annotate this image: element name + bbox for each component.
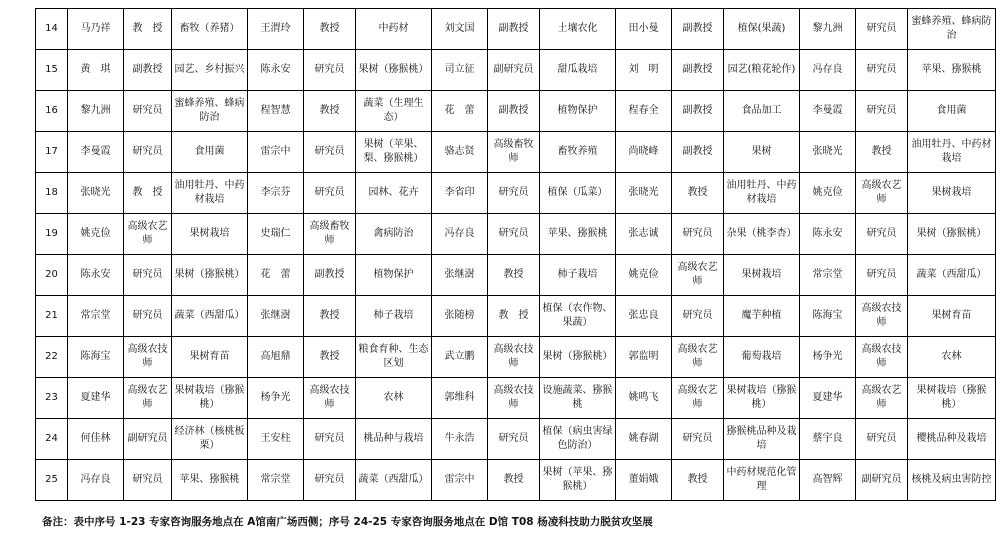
expert-specialty-cell: 蜜蜂养殖、蜂病防治 <box>172 91 248 132</box>
expert-title-cell: 研究员 <box>488 419 540 460</box>
expert-specialty-cell: 经济林（核桃板栗） <box>172 419 248 460</box>
expert-title-cell: 副教授 <box>672 9 724 50</box>
expert-title-cell: 高级农技师 <box>488 337 540 378</box>
expert-name-cell: 姚克俭 <box>616 255 672 296</box>
expert-name-cell: 姚春湖 <box>616 419 672 460</box>
expert-title-cell: 研究员 <box>304 419 356 460</box>
expert-title-cell: 研究员 <box>304 50 356 91</box>
expert-name-cell: 黄 琪 <box>68 50 124 91</box>
expert-name-cell: 陈永安 <box>248 50 304 91</box>
expert-name-cell: 张晓光 <box>68 173 124 214</box>
expert-name-cell: 高旭鼎 <box>248 337 304 378</box>
expert-name-cell: 刘文国 <box>432 9 488 50</box>
expert-name-cell: 杨争光 <box>248 378 304 419</box>
expert-title-cell: 副教授 <box>672 50 724 91</box>
row-number: 21 <box>36 296 68 337</box>
expert-schedule-table <box>35 8 996 501</box>
expert-specialty-cell: 禽病防治 <box>356 214 432 255</box>
expert-title-cell: 高级农技师 <box>488 378 540 419</box>
row-number: 15 <box>36 50 68 91</box>
table-row <box>36 173 996 214</box>
expert-title-cell: 高级农艺师 <box>672 337 724 378</box>
expert-specialty-cell: 食用菌 <box>908 91 996 132</box>
expert-name-cell: 武立鹏 <box>432 337 488 378</box>
expert-name-cell: 雷宗中 <box>248 132 304 173</box>
expert-name-cell: 雷宗中 <box>432 460 488 501</box>
row-number: 17 <box>36 132 68 173</box>
expert-name-cell: 蔡宇良 <box>800 419 856 460</box>
expert-specialty-cell: 果树育苗 <box>172 337 248 378</box>
expert-title-cell: 研究员 <box>856 9 908 50</box>
table-row <box>36 378 996 419</box>
expert-specialty-cell: 果树栽培 <box>908 173 996 214</box>
expert-name-cell: 冯存良 <box>800 50 856 91</box>
expert-name-cell: 牛永浩 <box>432 419 488 460</box>
expert-specialty-cell: 苹果、猕猴桃 <box>540 214 616 255</box>
expert-specialty-cell: 粮食育种、生态区划 <box>356 337 432 378</box>
table-row <box>36 296 996 337</box>
expert-title-cell: 高级农艺师 <box>856 173 908 214</box>
expert-title-cell: 研究员 <box>124 91 172 132</box>
expert-title-cell: 副教授 <box>488 91 540 132</box>
expert-specialty-cell: 农林 <box>356 378 432 419</box>
expert-specialty-cell: 油用牡丹、中药材栽培 <box>724 173 800 214</box>
expert-name-cell: 李曼霞 <box>800 91 856 132</box>
expert-specialty-cell: 果树栽培 <box>724 255 800 296</box>
expert-title-cell: 教 授 <box>488 296 540 337</box>
row-number: 14 <box>36 9 68 50</box>
expert-specialty-cell: 果树栽培 <box>172 214 248 255</box>
expert-title-cell: 研究员 <box>672 419 724 460</box>
table-row <box>36 419 996 460</box>
expert-specialty-cell: 农林 <box>908 337 996 378</box>
expert-name-cell: 夏建华 <box>68 378 124 419</box>
expert-title-cell: 研究员 <box>856 255 908 296</box>
expert-name-cell: 冯存良 <box>68 460 124 501</box>
expert-name-cell: 常宗堂 <box>800 255 856 296</box>
expert-title-cell: 副教授 <box>304 255 356 296</box>
expert-name-cell: 夏建华 <box>800 378 856 419</box>
row-number: 16 <box>36 91 68 132</box>
expert-title-cell: 研究员 <box>124 255 172 296</box>
expert-title-cell: 教授 <box>856 132 908 173</box>
expert-title-cell: 副教授 <box>124 50 172 91</box>
expert-title-cell: 副教授 <box>672 132 724 173</box>
expert-title-cell: 研究员 <box>304 460 356 501</box>
expert-specialty-cell: 果树（猕猴桃） <box>908 214 996 255</box>
expert-specialty-cell: 樱桃品种及栽培 <box>908 419 996 460</box>
expert-specialty-cell: 植物保护 <box>540 91 616 132</box>
expert-title-cell: 副研究员 <box>124 419 172 460</box>
expert-specialty-cell: 果树（苹果、猕猴桃） <box>540 460 616 501</box>
expert-title-cell: 研究员 <box>856 50 908 91</box>
row-number: 22 <box>36 337 68 378</box>
expert-title-cell: 研究员 <box>672 296 724 337</box>
expert-specialty-cell: 蔬菜（西甜瓜） <box>356 460 432 501</box>
table-row <box>36 91 996 132</box>
expert-title-cell: 副教授 <box>672 91 724 132</box>
expert-name-cell: 杨争光 <box>800 337 856 378</box>
expert-specialty-cell: 植保（瓜菜） <box>540 173 616 214</box>
expert-title-cell: 高级畜牧师 <box>304 214 356 255</box>
expert-title-cell: 教授 <box>672 460 724 501</box>
expert-name-cell: 程春全 <box>616 91 672 132</box>
expert-title-cell: 教授 <box>304 337 356 378</box>
expert-name-cell: 司立征 <box>432 50 488 91</box>
expert-name-cell: 花 蕾 <box>248 255 304 296</box>
expert-specialty-cell: 果树（猕猴桃） <box>356 50 432 91</box>
expert-name-cell: 冯存良 <box>432 214 488 255</box>
table-row <box>36 9 996 50</box>
footnote: 备注：表中序号 1-23 专家咨询服务地点在 A馆南广场西侧；序号 24-25 专家咨询服务地点在 D馆 T08 杨凌科技助力脱贫攻坚展 <box>42 516 653 528</box>
table-row <box>36 132 996 173</box>
expert-specialty-cell: 蜜蜂养殖、蜂病防治 <box>908 9 996 50</box>
expert-name-cell: 张志诚 <box>616 214 672 255</box>
expert-specialty-cell: 植物保护 <box>356 255 432 296</box>
row-number: 24 <box>36 419 68 460</box>
expert-title-cell: 研究员 <box>856 419 908 460</box>
expert-name-cell: 郭维科 <box>432 378 488 419</box>
table-row <box>36 255 996 296</box>
expert-specialty-cell: 园艺(粮花轮作) <box>724 50 800 91</box>
expert-title-cell: 研究员 <box>124 460 172 501</box>
expert-specialty-cell: 核桃及病虫害防控 <box>908 460 996 501</box>
expert-title-cell: 高级农艺师 <box>856 378 908 419</box>
expert-name-cell: 程智慧 <box>248 91 304 132</box>
expert-specialty-cell: 中药材规范化管理 <box>724 460 800 501</box>
expert-specialty-cell: 设施蔬菜、猕猴桃 <box>540 378 616 419</box>
expert-title-cell: 教授 <box>672 173 724 214</box>
expert-name-cell: 尚晓峰 <box>616 132 672 173</box>
expert-title-cell: 研究员 <box>304 132 356 173</box>
expert-title-cell: 教授 <box>488 255 540 296</box>
expert-title-cell: 高级农技师 <box>304 378 356 419</box>
expert-name-cell: 刘 明 <box>616 50 672 91</box>
table-row <box>36 337 996 378</box>
expert-specialty-cell: 畜牧养殖 <box>540 132 616 173</box>
expert-name-cell: 张晓光 <box>800 132 856 173</box>
expert-name-cell: 董娟娥 <box>616 460 672 501</box>
expert-title-cell: 副研究员 <box>488 50 540 91</box>
expert-name-cell: 黎九洲 <box>800 9 856 50</box>
expert-name-cell: 张忠良 <box>616 296 672 337</box>
expert-specialty-cell: 果树（苹果、梨、猕猴桃） <box>356 132 432 173</box>
expert-specialty-cell: 土壤农化 <box>540 9 616 50</box>
expert-specialty-cell: 植保（农作物、果蔬） <box>540 296 616 337</box>
expert-specialty-cell: 葡萄栽培 <box>724 337 800 378</box>
row-number: 25 <box>36 460 68 501</box>
expert-title-cell: 高级农技师 <box>856 296 908 337</box>
expert-specialty-cell: 蔬菜（西甜瓜） <box>908 255 996 296</box>
row-number: 23 <box>36 378 68 419</box>
expert-title-cell: 研究员 <box>672 214 724 255</box>
expert-name-cell: 李省印 <box>432 173 488 214</box>
expert-specialty-cell: 甜瓜栽培 <box>540 50 616 91</box>
expert-title-cell: 研究员 <box>856 214 908 255</box>
expert-specialty-cell: 畜牧（养猪） <box>172 9 248 50</box>
expert-title-cell: 副研究员 <box>856 460 908 501</box>
expert-name-cell: 姚克俭 <box>800 173 856 214</box>
expert-specialty-cell: 园艺、乡村振兴 <box>172 50 248 91</box>
expert-specialty-cell: 魔芋种植 <box>724 296 800 337</box>
expert-title-cell: 研究员 <box>488 214 540 255</box>
expert-title-cell: 研究员 <box>856 91 908 132</box>
expert-name-cell: 花 蕾 <box>432 91 488 132</box>
expert-specialty-cell: 果树育苗 <box>908 296 996 337</box>
expert-name-cell: 张晓光 <box>616 173 672 214</box>
expert-title-cell: 教 授 <box>124 9 172 50</box>
expert-specialty-cell: 中药材 <box>356 9 432 50</box>
expert-specialty-cell: 果树栽培（猕猴桃） <box>724 378 800 419</box>
expert-specialty-cell: 蔬菜（生理生态） <box>356 91 432 132</box>
expert-specialty-cell: 园林、花卉 <box>356 173 432 214</box>
expert-name-cell: 李宗芬 <box>248 173 304 214</box>
expert-specialty-cell: 猕猴桃品种及栽培 <box>724 419 800 460</box>
expert-name-cell: 张继澍 <box>432 255 488 296</box>
expert-title-cell: 教授 <box>304 91 356 132</box>
expert-title-cell: 高级农艺师 <box>672 255 724 296</box>
expert-specialty-cell: 苹果、猕猴桃 <box>172 460 248 501</box>
expert-name-cell: 高智辉 <box>800 460 856 501</box>
expert-name-cell: 陈海宝 <box>68 337 124 378</box>
expert-name-cell: 常宗堂 <box>68 296 124 337</box>
expert-name-cell: 王渭玲 <box>248 9 304 50</box>
expert-title-cell: 研究员 <box>124 296 172 337</box>
expert-specialty-cell: 果树 <box>724 132 800 173</box>
expert-name-cell: 马乃祥 <box>68 9 124 50</box>
table-row <box>36 50 996 91</box>
expert-name-cell: 田小曼 <box>616 9 672 50</box>
row-number: 19 <box>36 214 68 255</box>
expert-name-cell: 陈永安 <box>68 255 124 296</box>
expert-title-cell: 高级农艺师 <box>672 378 724 419</box>
table-row <box>36 460 996 501</box>
expert-title-cell: 研究员 <box>304 173 356 214</box>
expert-specialty-cell: 植保（病虫害绿色防治） <box>540 419 616 460</box>
expert-name-cell: 骆志贤 <box>432 132 488 173</box>
expert-title-cell: 高级农技师 <box>124 337 172 378</box>
expert-specialty-cell: 食用菌 <box>172 132 248 173</box>
expert-specialty-cell: 油用牡丹、中药材栽培 <box>172 173 248 214</box>
expert-name-cell: 黎九洲 <box>68 91 124 132</box>
expert-name-cell: 陈海宝 <box>800 296 856 337</box>
table-row <box>36 214 996 255</box>
expert-specialty-cell: 果树栽培（猕猴桃） <box>908 378 996 419</box>
row-number: 20 <box>36 255 68 296</box>
expert-specialty-cell: 果树（猕猴桃） <box>172 255 248 296</box>
expert-specialty-cell: 蔬菜（西甜瓜） <box>172 296 248 337</box>
expert-name-cell: 郭监明 <box>616 337 672 378</box>
expert-title-cell: 教 授 <box>124 173 172 214</box>
expert-title-cell: 研究员 <box>488 173 540 214</box>
expert-name-cell: 王安柱 <box>248 419 304 460</box>
expert-specialty-cell: 果树栽培（猕猴桃） <box>172 378 248 419</box>
expert-title-cell: 高级畜牧师 <box>488 132 540 173</box>
table-body <box>36 9 996 501</box>
expert-specialty-cell: 食品加工 <box>724 91 800 132</box>
expert-title-cell: 高级农技师 <box>856 337 908 378</box>
expert-name-cell: 姚克俭 <box>68 214 124 255</box>
expert-title-cell: 教授 <box>304 9 356 50</box>
expert-title-cell: 教授 <box>304 296 356 337</box>
expert-name-cell: 姚鸣飞 <box>616 378 672 419</box>
expert-name-cell: 常宗堂 <box>248 460 304 501</box>
expert-specialty-cell: 杂果（桃李杏） <box>724 214 800 255</box>
expert-title-cell: 副教授 <box>488 9 540 50</box>
expert-name-cell: 张继澍 <box>248 296 304 337</box>
expert-table-container <box>35 8 992 501</box>
expert-title-cell: 研究员 <box>124 132 172 173</box>
expert-specialty-cell: 柿子栽培 <box>540 255 616 296</box>
expert-title-cell: 高级农艺师 <box>124 214 172 255</box>
expert-title-cell: 高级农艺师 <box>124 378 172 419</box>
expert-title-cell: 教授 <box>488 460 540 501</box>
expert-specialty-cell: 油用牡丹、中药材栽培 <box>908 132 996 173</box>
expert-specialty-cell: 果树（猕猴桃） <box>540 337 616 378</box>
expert-specialty-cell: 植保(果蔬) <box>724 9 800 50</box>
expert-name-cell: 史瑞仁 <box>248 214 304 255</box>
row-number: 18 <box>36 173 68 214</box>
expert-name-cell: 陈永安 <box>800 214 856 255</box>
expert-name-cell: 李曼霞 <box>68 132 124 173</box>
expert-specialty-cell: 柿子栽培 <box>356 296 432 337</box>
expert-specialty-cell: 苹果、猕猴桃 <box>908 50 996 91</box>
expert-name-cell: 何佳林 <box>68 419 124 460</box>
expert-name-cell: 张随榜 <box>432 296 488 337</box>
expert-specialty-cell: 桃品种与栽培 <box>356 419 432 460</box>
